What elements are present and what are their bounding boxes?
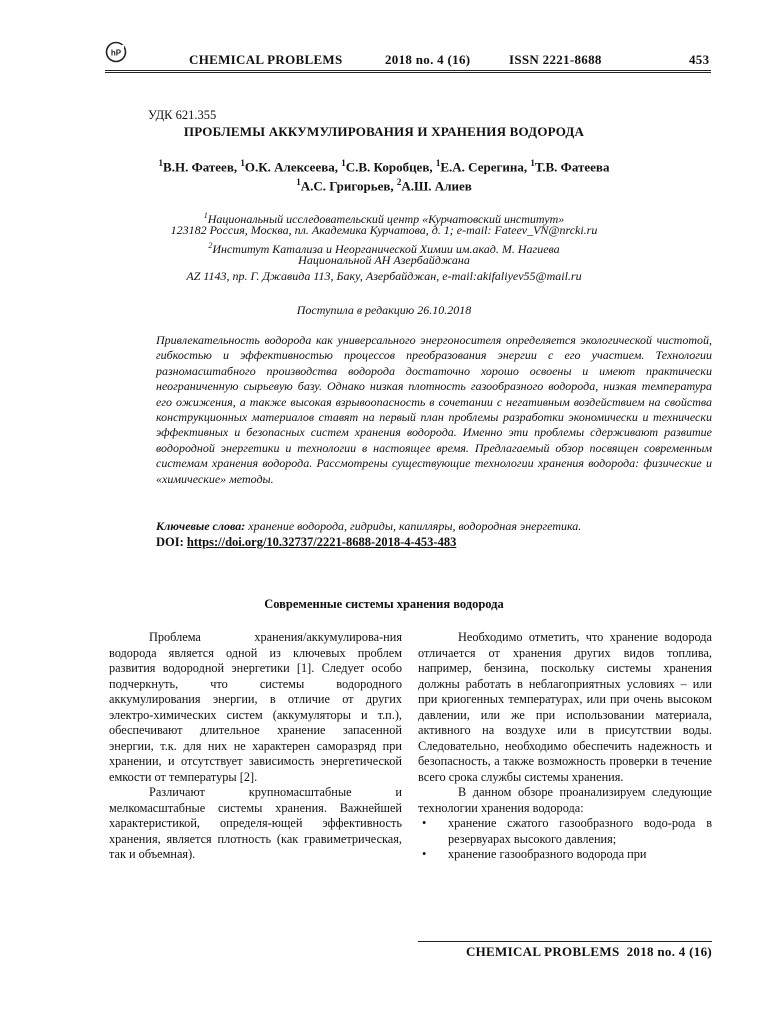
- technology-list: [418, 816, 712, 863]
- body-right-column: [418, 630, 712, 863]
- header-rule: [105, 70, 711, 73]
- bullet-icon: •: [422, 816, 427, 830]
- author-name: С.В. Коробцев,: [345, 159, 436, 175]
- bullet-icon: •: [422, 847, 427, 861]
- abstract: Привлекательность водорода как универсального энергоносителя определяется экологической чистотой, гибкостью и эффективностью процессов преобразования энергии с его участием. Технологии разномасштабного производства водорода достаточно хорошо освоены и имеют практически неограниченную сырьевую базу. Однако низкая плотность газообразного водорода, низкая температура его ожижения, а также высокая взрывоопасность в сочетании с негативным воздействием на свойства конструкционных материалов ставят на первый план проблемы разработки экономически и технически эффективных и безопасных систем хранения водорода. Именно эти проблемы сдерживают развитие водородной энергетики и технологии в настоящее время. Предлагаемый обзор посвящен современным системам хранения водорода. Рассмотрены существующие технологии хранения водорода: физические и «химические» методы.: [156, 333, 712, 486]
- doi-label: DOI:: [156, 535, 187, 549]
- authors-line-1: $^1$В.Н. Фатеев, $^1$О.К. Алексеева, $^1$С.В. Коробцев, $^1$Е.А. Серегина, $^1$Т.В. Фатеева: [158, 158, 610, 175]
- paragraph: В данном обзоре проанализируем следующие технологии хранения водорода:: [418, 785, 712, 815]
- logo-text: hP: [110, 48, 122, 58]
- footer: [418, 944, 712, 960]
- affiliation-2-org: Национальной АН Азербайджана: [298, 253, 470, 267]
- author-name: Т.В. Фатеева: [534, 159, 610, 175]
- footer-journal-name: CHEMICAL PROBLEMS: [465, 944, 620, 959]
- paper-title: ПРОБЛЕМЫ АККУМУЛИРОВАНИЯ И ХРАНЕНИЯ ВОДОРОДА: [183, 124, 585, 139]
- author-name: В.Н. Фатеев,: [163, 159, 241, 175]
- affiliation-2: $^2$Институт Катализа и Неорганической Химии им.акад. М. Нагиева: [208, 241, 560, 256]
- author-name: О.К. Алексеева,: [244, 159, 342, 175]
- udk-code: УДК 621.355: [148, 108, 217, 122]
- keywords-label: Ключевые слова:: [156, 519, 246, 533]
- list-item: • хранение газообразного водорода при: [422, 847, 647, 861]
- footer-issue: 2018 no. 4 (16): [626, 944, 712, 959]
- author-name: Е.А. Серегина,: [440, 159, 531, 175]
- footer-rule: [418, 941, 712, 942]
- list-item: • хранение сжатого газообразного водо-рода в резервуарах высокого давления;: [422, 816, 712, 846]
- affiliation-1: $^1$Национальный исследовательский центр «Курчатовский институт»: [203, 211, 565, 226]
- section-heading: Современные системы хранения водорода: [264, 597, 504, 611]
- journal-logo: [105, 41, 127, 63]
- header-page-number: 453: [689, 52, 710, 67]
- paragraph: Необходимо отметить, что хранение водорода отличается от хранения других видов топлива, например, бензина, поскольку системы хранения должны работать в неблагоприятных условиях – или при криогенных температурах, или при очень высоком давлении, или же при использовании материала, активного на воздухе или в присутствии воды. Следовательно, необходимо обеспечить надежность и безопасность, а также возможность проверки в течение всего срока службы системы хранения.: [418, 630, 712, 784]
- header-issue: 2018 no. 4 (16): [385, 52, 471, 67]
- header-issn: ISSN 2221-8688: [509, 52, 602, 67]
- author-name: А.С. Григорьев,: [300, 178, 397, 194]
- doi-link[interactable]: https://doi.org/10.32737/2221-8688-2018-4-453-483: [186, 535, 457, 549]
- received-date: Поступила в редакцию 26.10.2018: [296, 303, 472, 317]
- keywords: [156, 519, 712, 534]
- paragraph: Различают крупномасштабные и мелкомасштабные системы хранения. Важнейшей характеристикой, определя-ющей эффективность хранения, является плотность (как гравиметрическая, так и объемная).: [109, 785, 402, 861]
- affiliation-2-address: AZ 1143, пр. Г. Джавида 113, Баку, Азербайджан, e-mail:akifaliyev55@mail.ru: [186, 269, 582, 283]
- paragraph: Проблема хранения/аккумулирова-ния водорода является одной из ключевых проблем развития водородной энергетики [1]. Следует особо подчеркнуть, что системы водородного аккумулирования энергии, в отличие от других электро-химических систем (аккумуляторы и т.п.), обеспечивают длительное хранение запасенной энергии, т.к. для них не характерен саморазряд при хранении, и отсутствует зависимость энергетической емкости от температуры [2].: [109, 630, 402, 784]
- affiliation-1-address: 123182 Россия, Москва, пл. Академика Курчатова, д. 1; e-mail: Fateev_VN@nrcki.ru: [170, 223, 598, 237]
- authors-line-2: $^1$А.С. Григорьев, $^2$А.Ш. Алиев: [296, 177, 472, 194]
- header-journal-name: CHEMICAL PROBLEMS: [189, 52, 343, 67]
- keywords-text: хранение водорода, гидриды, капилляры, водородная энергетика.: [245, 519, 582, 533]
- body-left-column: [109, 630, 402, 863]
- author-name: А.Ш. Алиев: [401, 178, 472, 194]
- doi: [156, 535, 456, 550]
